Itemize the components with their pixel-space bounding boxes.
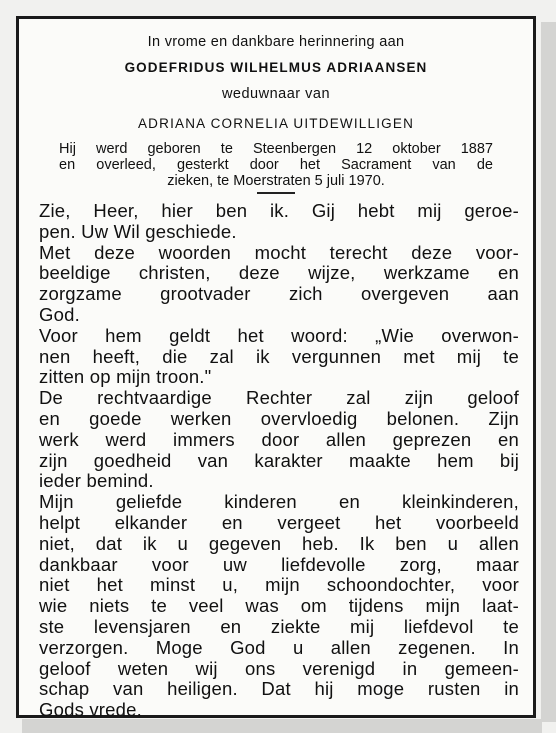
body-paragraph xyxy=(39,326,519,388)
deceased-name: GODEFRIDUS WILHELMUS ADRIAANSEN xyxy=(124,60,428,75)
body-line: niet het minst u, mijn schoondochter, voor xyxy=(39,574,519,596)
body-line: helpt elkander en vergeet het voorbeeld xyxy=(39,511,519,533)
body-line: beeldige christen, deze wijze, werkzame en xyxy=(39,262,519,284)
body-line: verzorgen. Moge God u allen zegenen. In xyxy=(39,636,519,658)
body-line: Zie, Heer, hier ben ik. Gij hebt mij geroe- xyxy=(39,200,519,221)
birth-death-line: Hij werd geboren te Steenbergen 12 oktober 1887 xyxy=(59,141,493,157)
body-line: niet, dat ik u gegeven heb. Ik ben u allen xyxy=(39,532,519,554)
body-line: ste levensjaren en ziekte mij liefdevol te xyxy=(39,615,519,637)
spouse-name: ADRIANA CORNELIA UITDEWILLIGEN xyxy=(137,116,415,131)
separator-rule xyxy=(257,192,295,194)
body-paragraph xyxy=(39,492,519,721)
body-paragraph xyxy=(39,201,519,243)
body-line: Gods vrede. xyxy=(39,699,142,721)
birth-death-block xyxy=(59,141,493,189)
card-shadow-right xyxy=(541,22,556,722)
body-line: zijn goedheid van karakter maakte hem bij xyxy=(39,449,519,471)
body-line: nen heeft, die zal ik vergunnen met mij te xyxy=(39,345,519,367)
body-line: Voor hem geldt het woord: „Wie overwon- xyxy=(39,324,519,346)
card-body-text xyxy=(39,201,519,721)
birth-death-text xyxy=(59,141,493,189)
body-line: geloof weten wij ons verenigd in gemeen- xyxy=(39,657,519,679)
body-paragraph xyxy=(39,388,519,492)
birth-death-line: zieken, te Moerstraten 5 juli 1970. xyxy=(167,173,385,189)
body-line: God. xyxy=(39,303,80,325)
dedication-line: In vrome en dankbare herinnering aan xyxy=(147,34,405,50)
birth-death-line: en overleed, gesterkt door het Sacrament van de xyxy=(59,157,493,173)
body-line: zorgzame grootvader zich overgeven aan xyxy=(39,283,519,305)
body-line: zitten op mijn troon." xyxy=(39,366,212,388)
relation-line: weduwnaar van xyxy=(221,86,331,102)
body-paragraph xyxy=(39,243,519,326)
body-line: De rechtvaardige Rechter zal zijn geloof xyxy=(39,387,519,409)
body-line: Mijn geliefde kinderen en kleinkinderen, xyxy=(39,491,519,513)
card-header xyxy=(19,31,533,194)
body-line: pen. Uw Wil geschiede. xyxy=(39,220,237,242)
card-shadow-bottom xyxy=(22,719,542,733)
body-line: dankbaar voor uw liefdevolle zorg, maar xyxy=(39,553,519,575)
body-line: werk werd immers door allen geprezen en xyxy=(39,428,519,450)
body-line: wie niets te veel was om tijdens mijn laat- xyxy=(39,595,519,617)
body-line: Met deze woorden mocht terecht deze voor- xyxy=(39,241,519,263)
body-line: ieder bemind. xyxy=(39,470,154,492)
body-line: en goede werken overvloedig belonen. Zijn xyxy=(39,407,519,429)
body-line: schap van heiligen. Dat hij moge rusten in xyxy=(39,678,519,700)
memorial-card xyxy=(16,16,536,721)
